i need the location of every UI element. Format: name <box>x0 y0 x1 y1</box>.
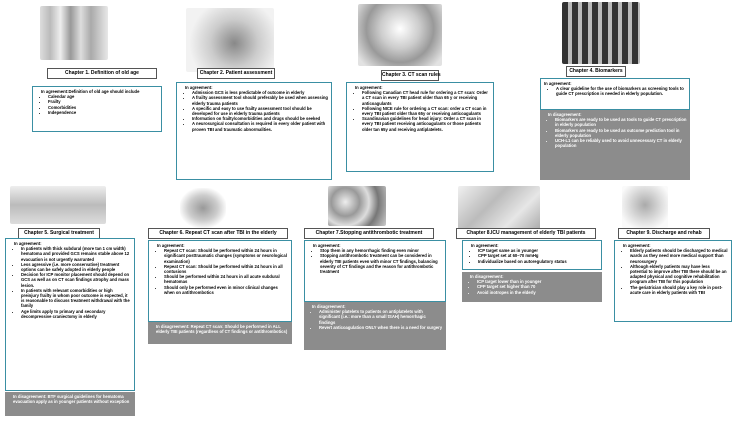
list-item: • A frailty assessment tool should preferably be used when assessing elderly trauma patients <box>192 95 328 105</box>
list-item: • Individualize based on autoregulatory status <box>478 259 598 264</box>
chapter-5-agreement-box <box>5 238 135 391</box>
agreement-heading: In agreement:Definition of old age should include <box>41 89 140 94</box>
chapter-2-agreement-box <box>176 82 332 180</box>
disagreement-heading: In disagreement: <box>548 112 582 117</box>
list-item: • Age limits apply to primary and secondary decompressive craniectomy in elderly <box>21 309 131 319</box>
list-item: • Following NICE rule for ordering a CT scan: order a CT scan in every TBI patient older than 65y or receiving anticoagulants <box>362 106 490 116</box>
list-item: • UCH-L1 can be reliably used to avoid unnecessary CT in elderly population <box>555 138 687 148</box>
list-item: • Less agressive (i.e. more conservative) treatment options can be safely adopted in elderly people <box>21 262 131 272</box>
list-item: • The geriatrician should play a key role in post-acute care in elderly patients with TBI <box>630 285 728 295</box>
list-item: • In patients with relevant comorbidities or high preinjury frailty in whom poor outcome is expected, it is reasonable to discuss treatment withdrawal with the family <box>21 288 131 309</box>
agreement-heading: In agreement: <box>313 243 341 248</box>
agreement-heading: In agreement: <box>355 85 383 90</box>
list-item: • ICP target same as in younger <box>478 248 598 253</box>
list-item: • Biomarkers are ready to be used as tools to guide CT prescription in elderly population <box>555 117 687 127</box>
list-item: • Comorbidities <box>48 105 158 110</box>
chapter-7-agreement-box <box>304 240 446 302</box>
disagreement-text: In disagreement: Repeat CT scan: Should be performed in ALL elderly TBI patients (regardless of CT findings or antithrombotics) <box>156 324 288 335</box>
chapter-7-disagreement-box <box>304 302 446 350</box>
chapter-6-disagreement-box <box>148 322 292 344</box>
disagreement-text: In disagreement: BTF surgical guidelines for hematoma evacuation apply as in younger patients without exception <box>13 394 130 405</box>
list-item: • CPP target set at 60–70 mmHg <box>478 253 598 258</box>
patient-assessment-photo <box>186 8 274 72</box>
icu-photo <box>458 186 540 230</box>
antithrombotic-pills-photo <box>328 186 386 226</box>
chapter-6-title: Chapter 6. Repeat CT scan after TBI in the elderly <box>148 228 288 239</box>
list-item: • Information on frailty/comorbidities and drugs should be seeked <box>192 116 328 121</box>
list-item: • Stop them in any hemorrhagic finding even minor <box>320 248 442 253</box>
list-item: • In patients with thick subdural (more tan 1 cm width) hematoma and provided GCS remains stable above 12 evacuation is not urgently warranted <box>21 246 131 262</box>
disagreement-heading: In disagreement: <box>470 274 504 279</box>
list-item: • A specific and easy to use frailty assessment tool should be developed for use in elderly trauma patients <box>192 106 328 116</box>
ct-scanner-photo <box>358 4 442 66</box>
list-item: • Following Canadian CT head rule for ordering a CT scan: Order a CT scan in every TBI patient older than 65 y or receiving anticoagulants <box>362 90 490 106</box>
list-item: • Should be performed within 24 hours in all acute subdural hematomas <box>164 274 288 284</box>
list-item: • Decision for ICP monitor placement should depend on GCS as well as on CT scan findings atrophy and mass lesion. <box>21 272 131 288</box>
chapter-2-title: Chapter 2. Patient assessment <box>197 68 275 79</box>
list-item: • Biomarkers are ready to be used as outcome prediction tool in elderly population <box>555 128 687 138</box>
list-item: • Revert anticoagulation ONLY when there is a need for surgery <box>319 325 443 330</box>
list-item: • Administer platelets to patients on antiplatelets with significant (i.e.: more than a small tSAH) hemorrhagic findings <box>319 309 443 325</box>
list-item: • Avoid inotropes in the elderly <box>477 290 599 295</box>
list-item: • Although elderly patients may have less potential to improve after TBI there should be an adapted physical and cognitive rehabilitation program after TBI for this population <box>630 264 728 285</box>
list-item: • Repeat CT scan: Should be performed within 24 hours in significant posttraumatic changes (symptoms or neurological examination) <box>164 248 288 264</box>
list-item: • ICP target lower than in younger <box>477 279 599 284</box>
agreement-heading: In agreement: <box>623 243 651 248</box>
biomarker-tubes-photo <box>562 2 640 64</box>
chapter-8-agreement-box <box>462 240 602 270</box>
agreement-heading: In agreement: <box>157 243 185 248</box>
chapter-8-title: Chapter 8.ICU management of elderly TBI patients <box>456 228 596 239</box>
list-item: • Independence <box>48 110 158 115</box>
list-item: • Elderly patients should be discharged to medical wards as they need more medical support than neurosurgery <box>630 248 728 264</box>
agreement-heading: In agreement: <box>471 243 499 248</box>
surgical-treatment-photo <box>10 186 106 224</box>
chapter-8-disagreement-box <box>462 272 602 302</box>
agreement-heading: In agreement: <box>544 81 572 86</box>
chapter-4-agreement-box <box>540 78 690 110</box>
agreement-heading: In agreement: <box>14 241 42 246</box>
list-item: • A clear guideline for the use of biomarkers as screening tools to guide CT prescription is needed in elderly population. <box>556 86 686 96</box>
chapter-3-title: Chapter 3. CT scan rules <box>381 70 439 81</box>
list-item: • Should only be performed even in minor clinical changes when on antithrombotics <box>164 285 288 295</box>
ct-head-photo <box>180 188 226 228</box>
chapter-9-agreement-box <box>614 240 732 322</box>
agreement-heading: In agreement: <box>185 85 213 90</box>
chapter-1-agreement-box <box>32 86 162 132</box>
list-item: • CPP target set higher than 70 <box>477 284 599 289</box>
list-item: • Calendar age <box>48 94 158 99</box>
chapter-3-agreement-box <box>346 82 494 172</box>
rehab-photo <box>622 186 668 228</box>
chapter-7-title: Chapter 7.Stopping antithrombotic treatment <box>304 228 434 239</box>
chapter-9-title: Chapter 9. Discharge and rehab <box>618 228 710 239</box>
old-people-photo <box>40 6 108 60</box>
list-item: • A neurosurgical consultation is required in every older patient with proven TBI and traumatic abnormalities. <box>192 121 328 131</box>
chapter-5-title: Chapter 5. Surgical treatment <box>18 228 100 239</box>
chapter-4-title: Chapter 4. Biomarkers <box>566 66 626 77</box>
chapter-1-title: Chapter 1. Definition of old age <box>47 68 157 79</box>
list-item: • Scandinavian guidelines for head injury: Order a CT scan in every TBI patient receiving anticoagulants or those patients older tan 65y and receiving antiplatelets. <box>362 116 490 132</box>
list-item: • Frailty <box>48 99 158 104</box>
disagreement-heading: In disagreement: <box>312 304 346 309</box>
chapter-5-disagreement-box <box>5 392 135 416</box>
list-item: • Repeat CT scan: Should be performed within 24 hours in all contusions <box>164 264 288 274</box>
list-item: • Admission GCS is less predictable of outcome in elderly <box>192 90 328 95</box>
list-item: • Stopping antithrombotic treatment can be considered in elderly TBI patients even with minor CT findings, balancing severity of CT findings and the reason for antithrombotic treatment <box>320 253 442 274</box>
chapter-6-agreement-box <box>148 240 292 322</box>
chapter-4-disagreement-box <box>540 110 690 180</box>
